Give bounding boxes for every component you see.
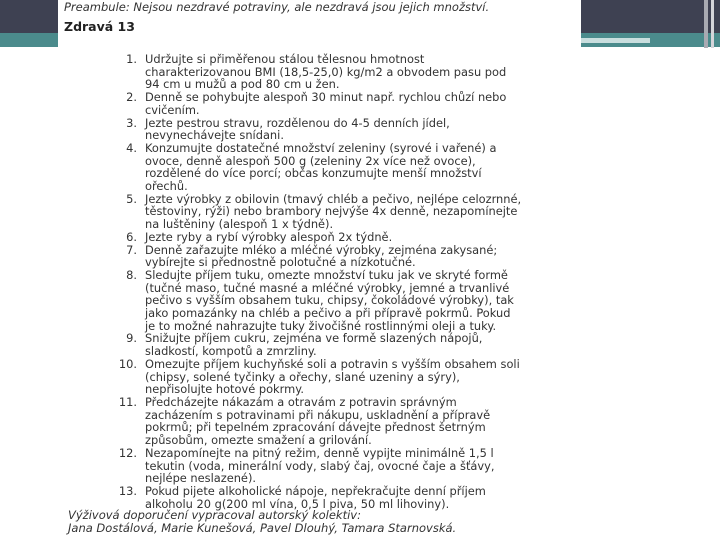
item-text <box>145 53 506 91</box>
item-text <box>145 91 506 116</box>
item-text <box>145 231 392 244</box>
list-item <box>106 447 576 485</box>
item-text-line: jako pomazánky na chléb a pečivo a při přípravě pokrmů. Pokud <box>145 306 511 321</box>
item-text <box>145 396 490 447</box>
item-text-line: pečivo s vyšším obsahem tuku, chipsy, čokoládové výrobky), tak <box>145 293 514 308</box>
item-number: 4. <box>126 140 137 155</box>
item-text-line: 94 cm u mužů a pod 80 cm u žen. <box>145 77 340 92</box>
item-text <box>145 447 495 485</box>
slide-decor-bar <box>704 0 708 48</box>
item-text-line: Sledujte příjem tuku, omezte množství tuku jak ve skryté formě <box>145 267 508 282</box>
list-item <box>106 193 576 231</box>
footer-line: Výživová doporučení vypracoval autorský kolektiv: <box>68 508 361 522</box>
list-item <box>106 485 576 510</box>
item-text <box>145 485 486 510</box>
item-text-line: je to možné nahrazujte tuky živočišné rostlinnými oleji a tuky. <box>145 318 497 333</box>
item-text-line: na luštěniny (alespoň 1 x týdně). <box>145 217 334 232</box>
list-item <box>106 269 576 333</box>
item-number: 12. <box>118 445 137 460</box>
item-text-line: Jezte ryby a rybí výrobky alespoň 2x týdně. <box>145 229 393 244</box>
list-item <box>106 91 576 116</box>
item-text <box>145 142 496 193</box>
list-item <box>106 396 576 447</box>
item-text-line: sladkostí, kompotů a zmrzliny. <box>145 344 317 359</box>
item-text-line: cvičením. <box>145 102 200 117</box>
item-number: 6. <box>126 229 137 244</box>
item-text-line: Snižujte příjem cukru, zejména ve formě slazených nápojů, <box>145 331 483 346</box>
item-text-line: Nezapomínejte na pitný režim, denně vypijte minimálně 1,5 l <box>145 445 494 460</box>
item-text-line: Konzumujte dostatečné množství zeleniny (syrové i vařené) a <box>145 140 497 155</box>
document-title: Zdravá 13 <box>64 19 135 34</box>
list-item <box>106 53 576 91</box>
item-text-line: rozdělené do více porcí; občas konzumujte menší množství <box>145 166 482 181</box>
footer-line: Jana Dostálová, Marie Kunešová, Pavel Dlouhý, Tamara Starnovská. <box>68 521 457 535</box>
list-item <box>106 117 576 142</box>
item-text-line: Předcházejte nákazám a otravám z potravin správným <box>145 394 457 409</box>
item-text-line: nevynechávejte snídani. <box>145 128 284 143</box>
item-text-line: tekutin (voda, minerální vody, slabý čaj, ovocné čaje a šťávy, <box>145 458 495 473</box>
item-text-line: (tučné maso, tučné masné a mléčné výrobky, jemné a trvanlivé <box>145 280 510 295</box>
item-number: 2. <box>126 90 137 105</box>
item-number: 11. <box>118 394 137 409</box>
item-text-line: nepřisolujte hotové pokrmy. <box>145 382 304 397</box>
item-text-line: ovoce, denně alespoň 500 g (zeleniny 2x více než ovoce), <box>145 153 476 168</box>
recommendation-list <box>106 53 576 510</box>
item-number: 3. <box>126 115 137 130</box>
item-text-line: zacházením s potravinami při nákupu, uskladnění a přípravě <box>145 407 491 422</box>
item-text-line: ořechů. <box>145 179 188 194</box>
item-text <box>145 358 520 396</box>
item-number: 8. <box>126 267 137 282</box>
item-text <box>145 269 514 333</box>
item-text-line: (chipsy, solené tyčinky a ořechy, slané uzeniny a sýry), <box>145 369 460 384</box>
list-item <box>106 332 576 357</box>
list-item <box>106 358 576 396</box>
list-item <box>106 142 576 193</box>
item-number: 7. <box>126 242 137 257</box>
item-text-line: těstoviny, rýži) nebo brambory nejvýše 4x denně, nezapomínejte <box>145 204 518 219</box>
item-text-line: alkoholu 20 g(200 ml vína, 0,5 l piva, 50 ml lihoviny). <box>145 496 450 511</box>
slide-decor-bar <box>711 0 714 48</box>
item-text-line: vybírejte si přednostně polotučné a nízkotučné. <box>145 255 416 270</box>
item-text-line: způsobům, omezte smažení a grilování. <box>145 433 372 448</box>
item-number: 13. <box>118 483 137 498</box>
item-text-line: Pokud pijete alkoholické nápoje, nepřekračujte denní příjem <box>145 483 486 498</box>
item-text <box>145 332 482 357</box>
item-text-line: Omezujte příjem kuchyňské soli a potravin s vyšším obsahem soli <box>145 356 520 371</box>
item-text-line: Denně se pohybujte alespoň 30 minut např. rychlou chůzí nebo <box>145 90 507 105</box>
scanned-document <box>58 0 581 540</box>
preamble: Preambule: Nejsou nezdravé potraviny, ale nezdravá jsou jejich množství. <box>64 0 490 14</box>
list-item <box>106 244 576 269</box>
item-number: 1. <box>126 52 137 66</box>
item-text-line: Jezte výrobky z obilovin (tmavý chléb a pečivo, nejlépe celozrnné, <box>145 191 522 206</box>
item-text <box>145 193 521 231</box>
item-text-line: Udržujte si přiměřenou stálou tělesnou hmotnost <box>145 52 425 66</box>
item-text-line: nejlépe neslazené). <box>145 471 257 486</box>
list-item <box>106 231 576 244</box>
item-text-line: pokrmů; při tepelném zpracování dávejte přednost šetrným <box>145 420 486 435</box>
slide-accent-line <box>580 38 650 43</box>
item-text-line: charakterizovanou BMI (18,5-25,0) kg/m2 a obvodem pasu pod <box>145 64 507 79</box>
item-text <box>145 244 497 269</box>
item-text-line: Denně zařazujte mléko a mléčné výrobky, zejména zakysané; <box>145 242 498 257</box>
item-number: 5. <box>126 191 137 206</box>
item-text-line: Jezte pestrou stravu, rozdělenou do 4-5 denních jídel, <box>145 115 450 130</box>
item-text <box>145 117 450 142</box>
item-number: 10. <box>118 356 137 371</box>
item-number: 9. <box>126 331 137 346</box>
authors-footer <box>68 509 456 535</box>
